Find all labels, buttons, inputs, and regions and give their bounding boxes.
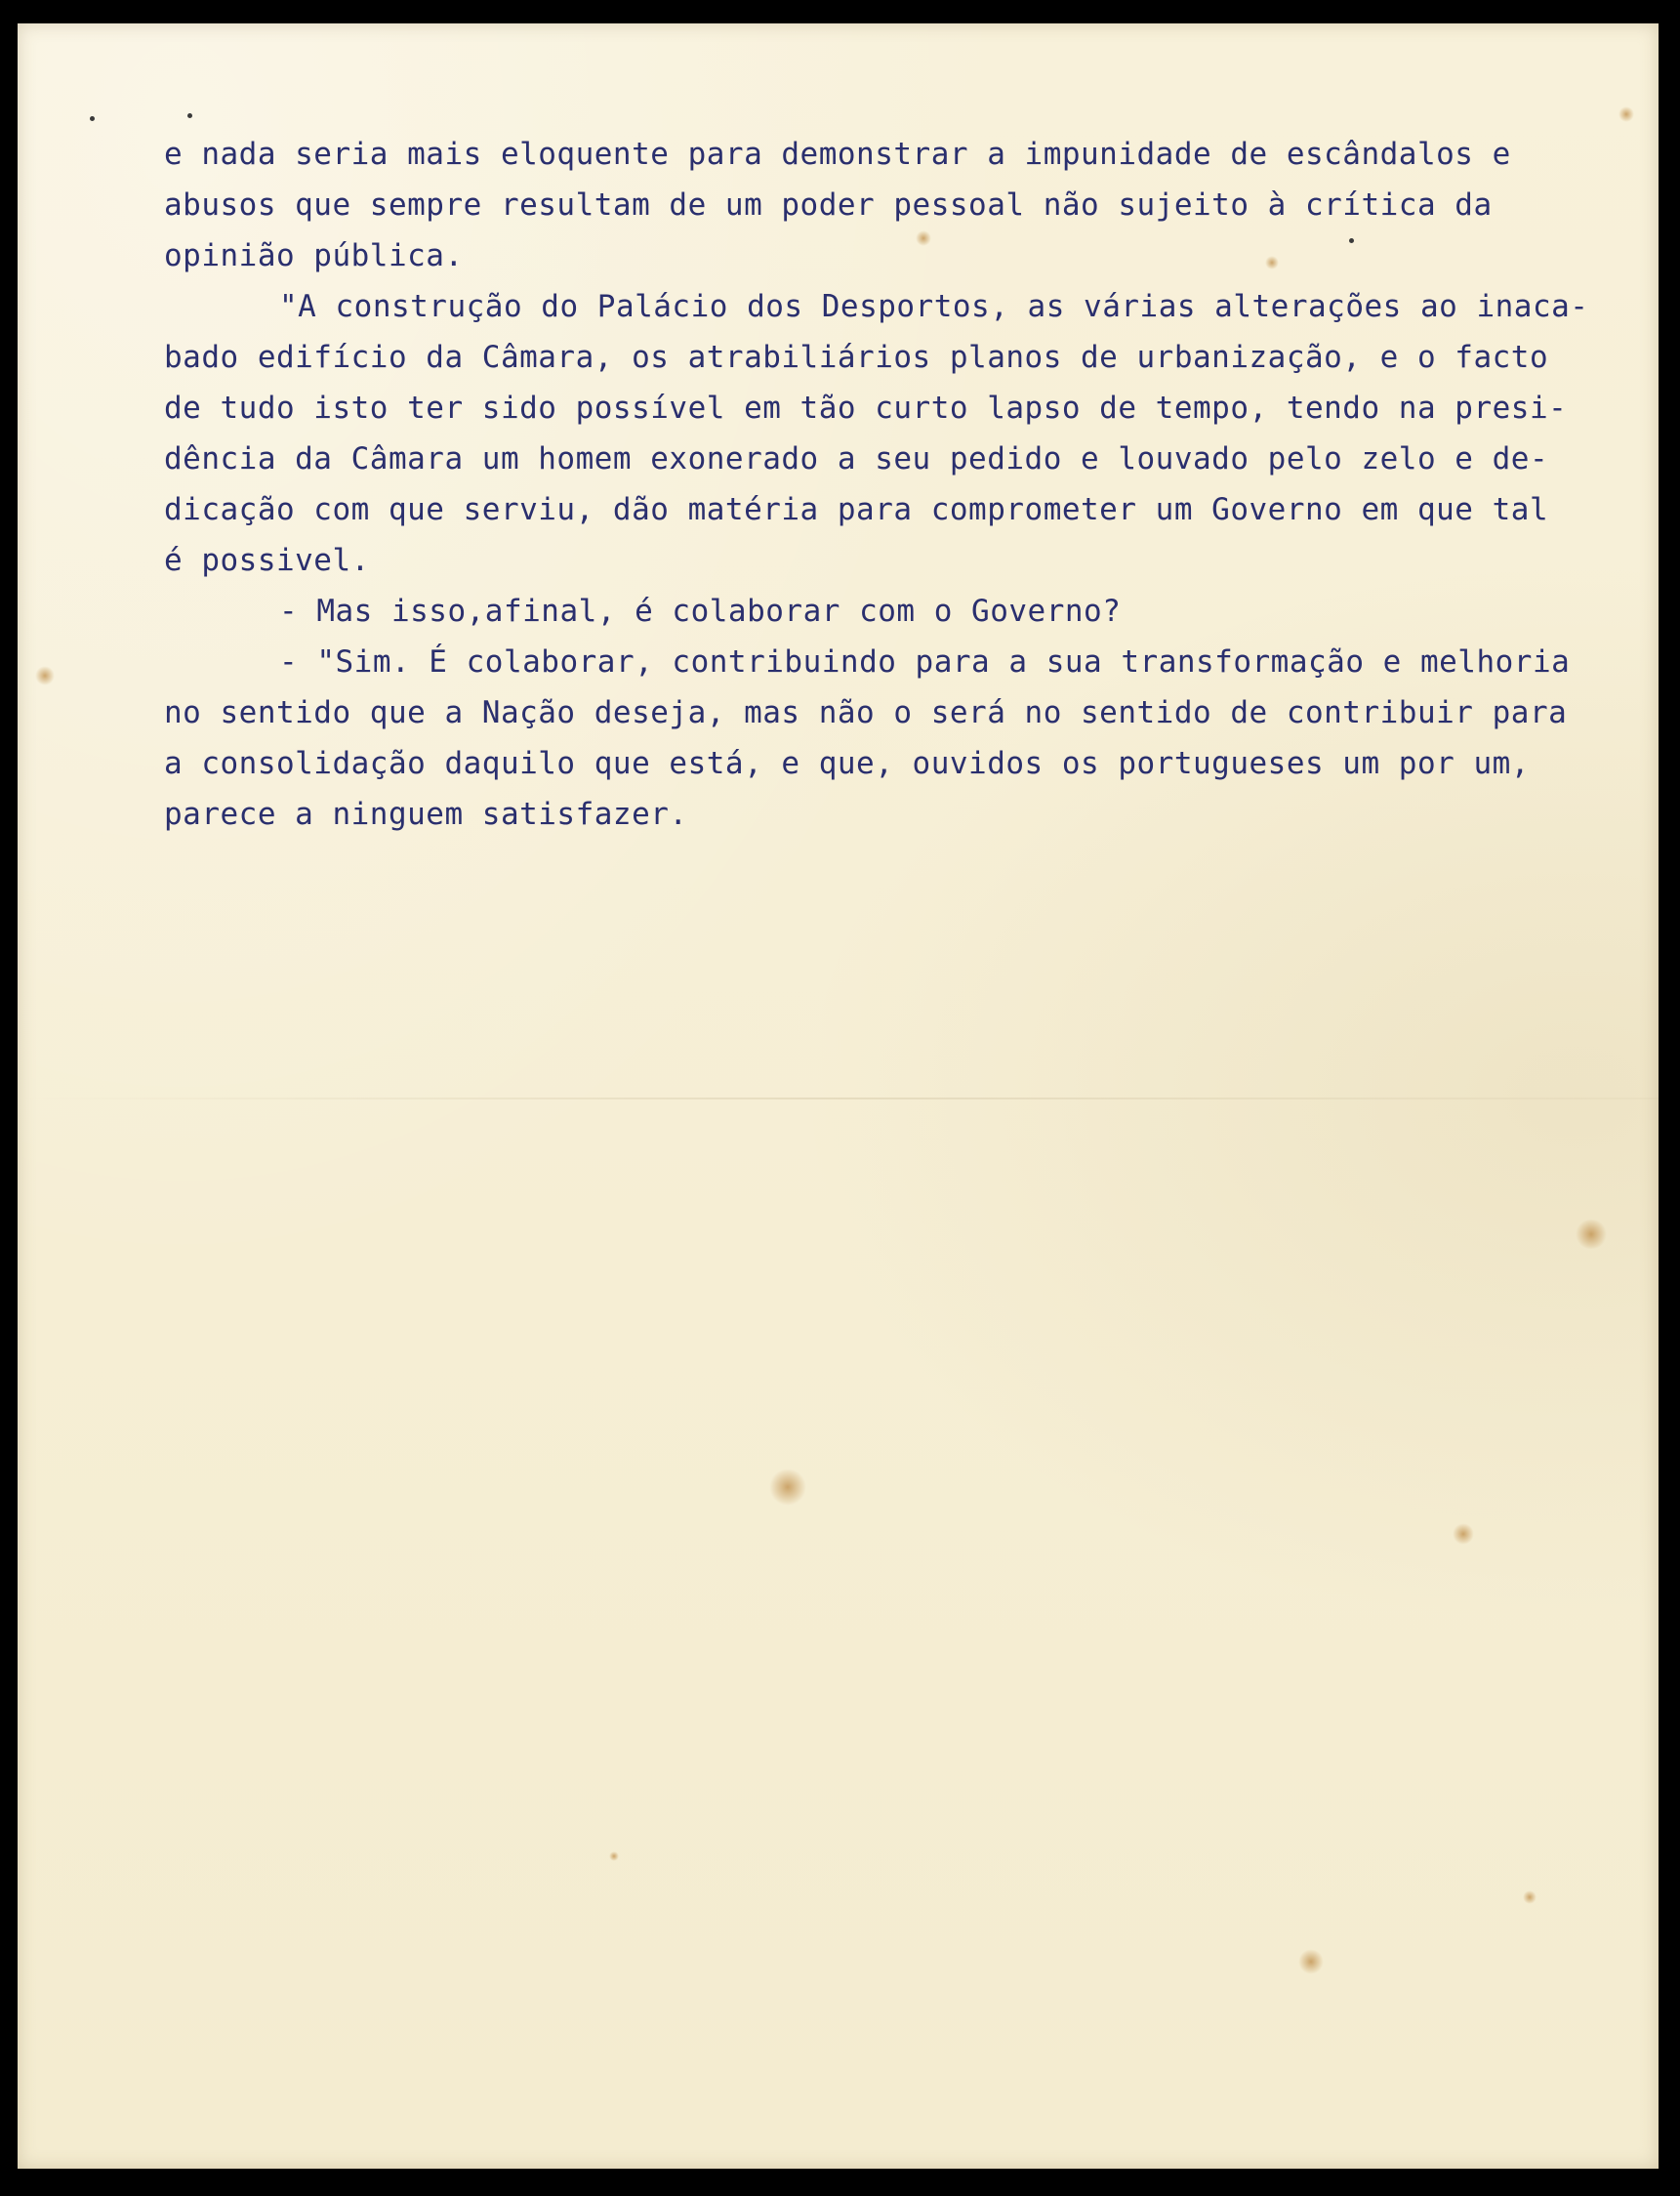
text-line: parece a ninguem satisfazer. — [164, 797, 688, 832]
text-line: dicação com que serviu, dão matéria para comprometer um Governo em que tal — [164, 492, 1549, 527]
ink-speck — [90, 116, 95, 121]
ink-speck — [187, 113, 192, 118]
stain-spot — [1619, 106, 1634, 122]
stain-spot — [35, 666, 55, 685]
text-line: de tudo isto ter sido possível em tão curto lapso de tempo, tendo na presi- — [164, 391, 1568, 426]
text-line: é possivel. — [164, 543, 370, 578]
text-line: opinião pública. — [164, 238, 464, 273]
text-line: - Mas isso,afinal, é colaborar com o Governo? — [279, 594, 1122, 629]
stain-spot — [1523, 1890, 1537, 1904]
text-line: abusos que sempre resultam de um poder pessoal não sujeito à crítica da — [164, 187, 1493, 223]
stain-spot — [609, 1851, 619, 1861]
stain-spot — [1575, 1220, 1608, 1249]
paper-fold — [18, 1098, 1659, 1099]
stain-spot — [769, 1469, 806, 1506]
stain-spot — [1453, 1523, 1474, 1545]
text-line: a consolidação daquilo que está, e que, ouvidos os portugueses um por um, — [164, 746, 1530, 781]
text-line: "A construção do Palácio dos Desportos, as várias alterações ao inaca- — [279, 289, 1589, 324]
text-line: - "Sim. É colaborar, contribuindo para a sua transformação e melhoria — [279, 644, 1571, 680]
paper-sheet — [18, 23, 1659, 2169]
text-line: no sentido que a Nação deseja, mas não o será no sentido de contribuir para — [164, 695, 1568, 730]
text-line: bado edifício da Câmara, os atrabiliários planos de urbanização, e o facto — [164, 340, 1549, 375]
text-line: dência da Câmara um homem exonerado a seu pedido e louvado pelo zelo e de- — [164, 441, 1549, 476]
stain-spot — [1298, 1949, 1324, 1974]
typewritten-text — [164, 129, 1648, 840]
text-line: e nada seria mais eloquente para demonstrar a impunidade de escândalos e — [164, 137, 1511, 172]
